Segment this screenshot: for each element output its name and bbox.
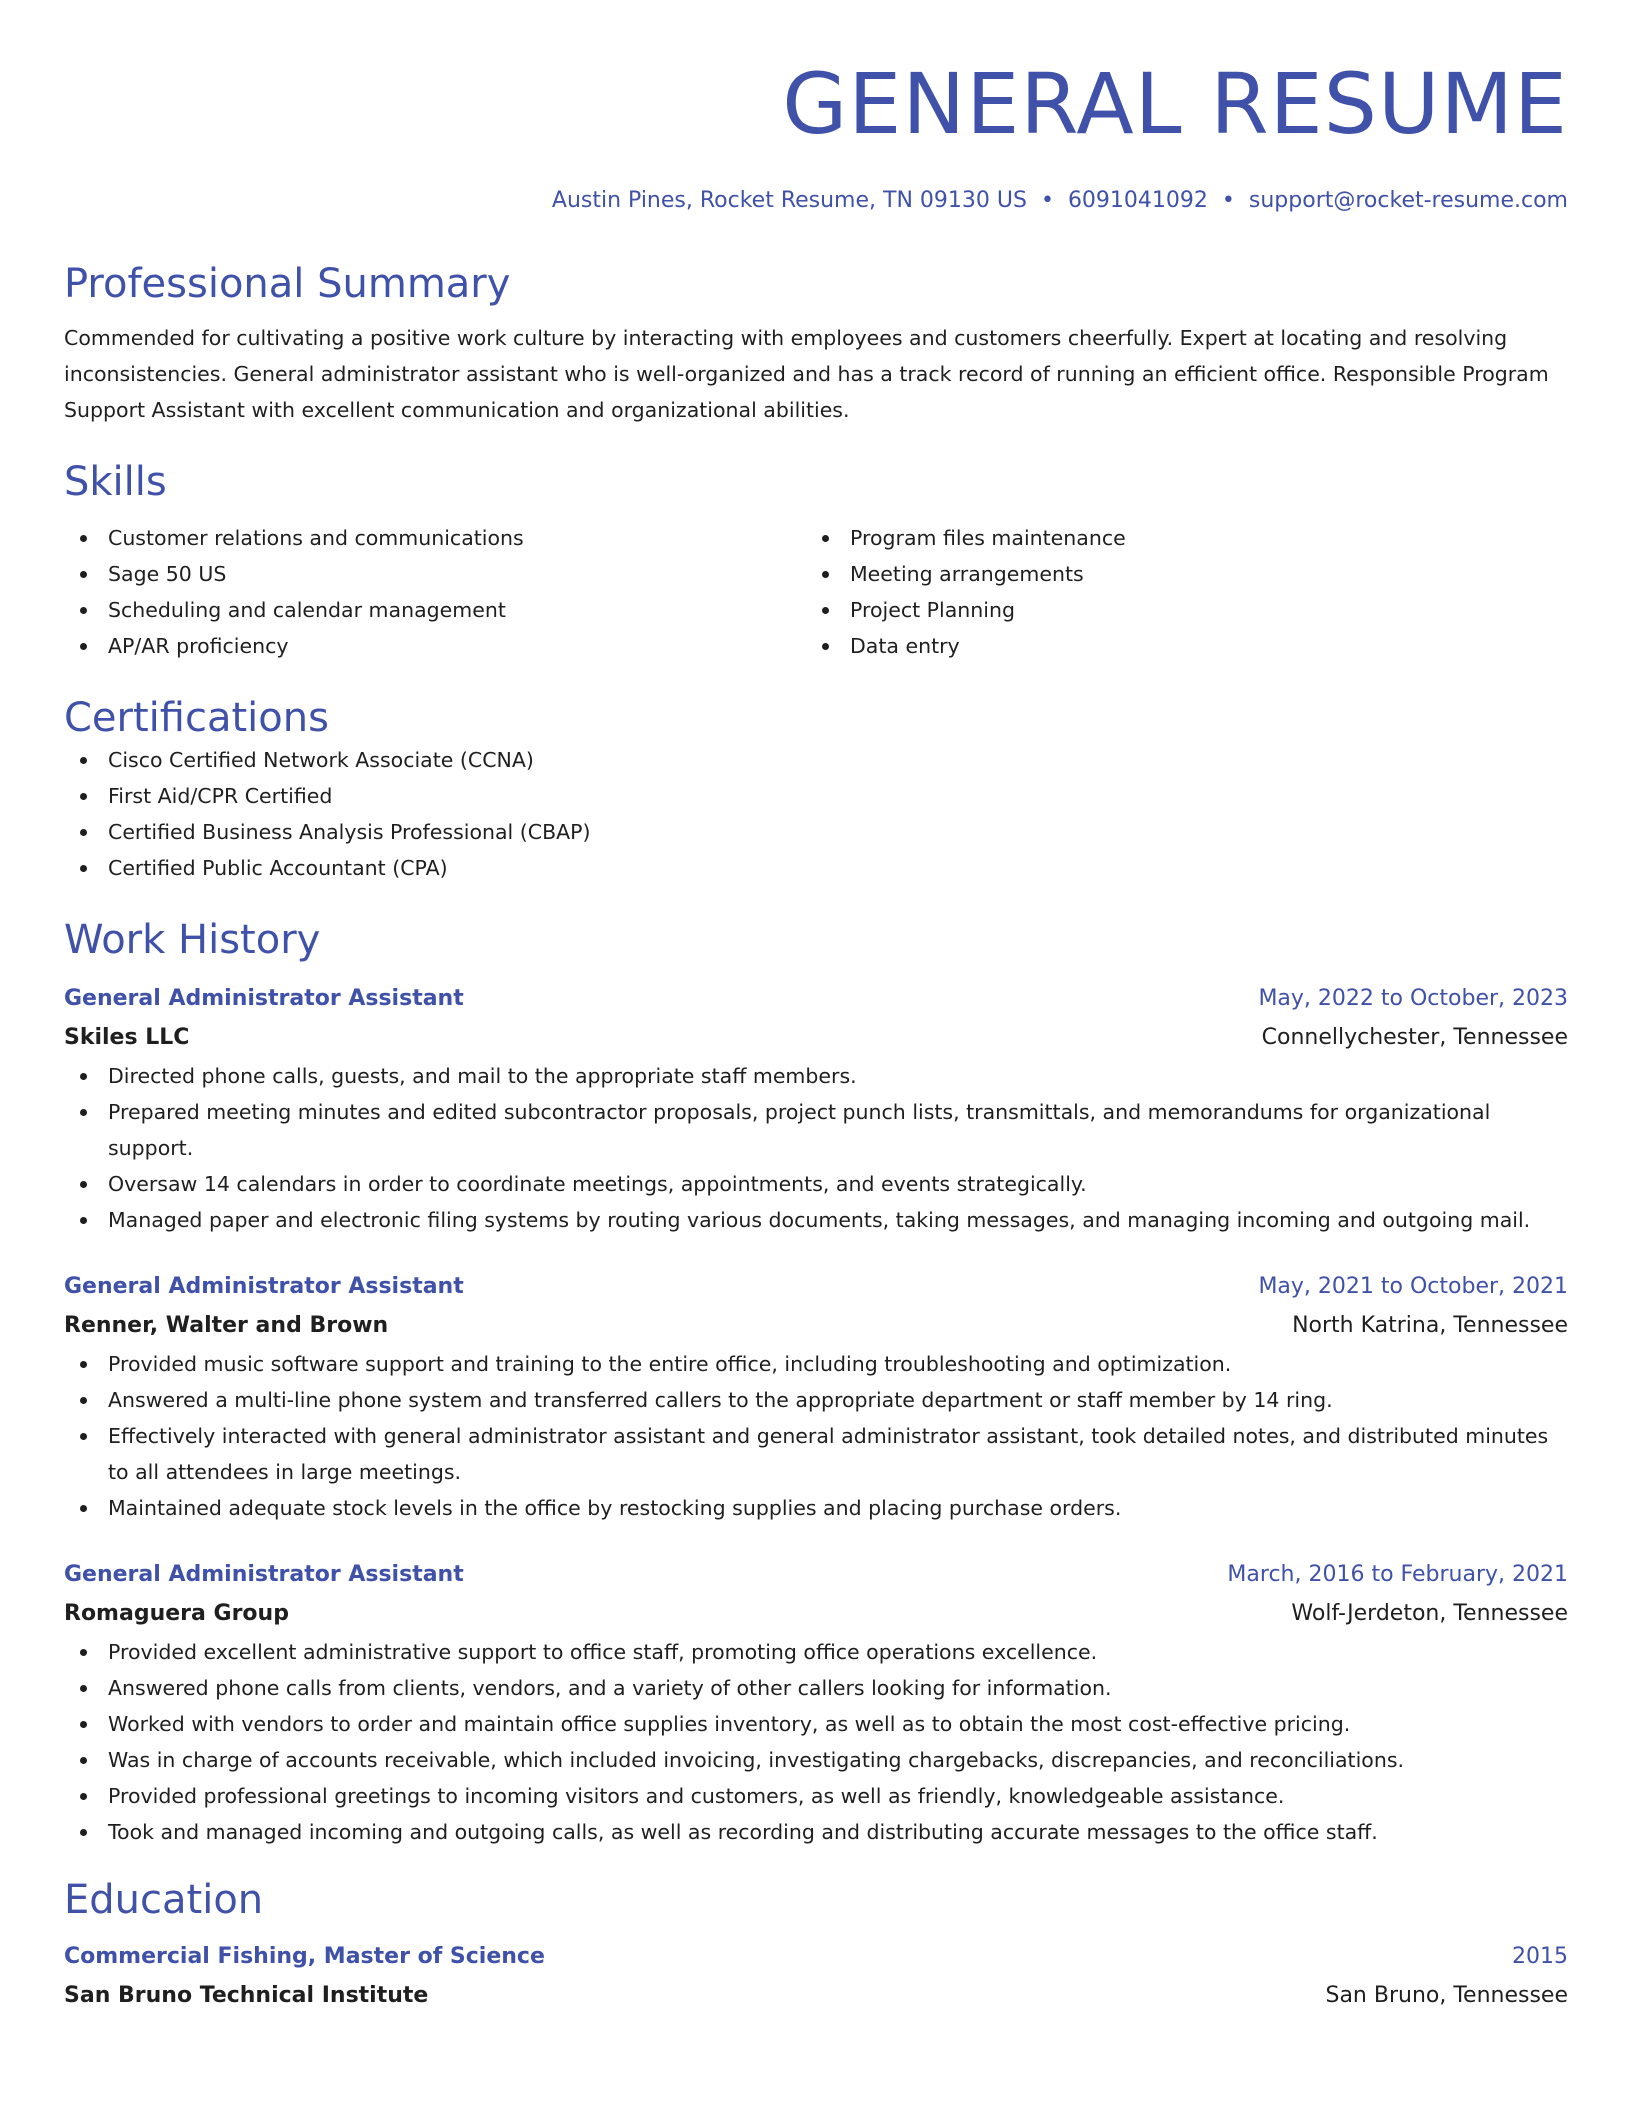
job-bullet-list xyxy=(64,1634,1568,1850)
job-title-row xyxy=(64,1268,1568,1306)
certification-item: Certified Business Analysis Professional (CBAP) xyxy=(64,814,1568,850)
job-company: Skiles LLC xyxy=(64,1025,190,1050)
skills-column-right xyxy=(806,520,1548,664)
job-bullet: Worked with vendors to order and maintain office supplies inventory, as well as to obtain the most cost-effective pricing. xyxy=(64,1706,1568,1742)
skill-item: Project Planning xyxy=(806,592,1548,628)
work-history-list xyxy=(64,980,1568,1850)
contact-line xyxy=(64,186,1568,216)
job-bullet-list xyxy=(64,1346,1568,1526)
skill-item: Scheduling and calendar management xyxy=(64,592,806,628)
skill-item: Program files maintenance xyxy=(806,520,1548,556)
job-bullet: Prepared meeting minutes and edited subcontractor proposals, project punch lists, transmittals, and memorandums for organizational support. xyxy=(64,1094,1568,1166)
job-bullet: Was in charge of accounts receivable, which included invoicing, investigating chargebacks, discrepancies, and reconciliations. xyxy=(64,1742,1568,1778)
contact-separator: • xyxy=(1040,188,1054,213)
job-title: General Administrator Assistant xyxy=(64,1562,464,1587)
job-company: Romaguera Group xyxy=(64,1601,289,1626)
job-bullet: Provided excellent administrative support to office staff, promoting office operations excellence. xyxy=(64,1634,1568,1670)
job-bullet: Effectively interacted with general administrator assistant and general administrator assistant, took detailed notes, and distributed minutes to all attendees in large meetings. xyxy=(64,1418,1568,1490)
skills-columns xyxy=(64,520,1568,664)
skill-item: Meeting arrangements xyxy=(806,556,1548,592)
certification-item: Cisco Certified Network Associate (CCNA) xyxy=(64,742,1568,778)
contact-email: support@rocket-resume.com xyxy=(1248,188,1568,213)
contact-separator: • xyxy=(1221,188,1235,213)
job-location: Wolf-Jerdeton, Tennessee xyxy=(1291,1601,1568,1626)
job-company-row xyxy=(64,1018,1568,1058)
job-title-row xyxy=(64,1556,1568,1594)
skills-list-right xyxy=(806,520,1548,664)
job-bullet: Took and managed incoming and outgoing calls, as well as recording and distributing accurate messages to the office staff. xyxy=(64,1814,1568,1850)
job-entry xyxy=(64,1556,1568,1850)
job-company-row xyxy=(64,1306,1568,1346)
skill-item: Data entry xyxy=(806,628,1548,664)
certifications-heading: Certifications xyxy=(64,695,329,741)
job-dates: May, 2021 to October, 2021 xyxy=(1258,1274,1568,1299)
education-heading: Education xyxy=(64,1877,264,1923)
job-location: Connellychester, Tennessee xyxy=(1261,1025,1568,1050)
job-bullet: Answered phone calls from clients, vendors, and a variety of other callers looking for information. xyxy=(64,1670,1568,1706)
education-degree-row xyxy=(64,1938,1568,1976)
contact-phone: 6091041092 xyxy=(1067,188,1208,213)
education-location: San Bruno, Tennessee xyxy=(1325,1983,1568,2008)
education-degree: Commercial Fishing, Master of Science xyxy=(64,1944,545,1969)
job-bullet: Managed paper and electronic filing systems by routing various documents, taking messages, and managing incoming and outgoing mail. xyxy=(64,1202,1568,1238)
summary-text: Commended for cultivating a positive work culture by interacting with employees and customers cheerfully. Expert at locating and resolving inconsistencies. General administrator assistant who is well-organized and has a track record of running an efficient office. Responsible Program Support Assistant with excellent communication and organizational abilities. xyxy=(64,326,1549,422)
education-school-row xyxy=(64,1976,1568,2016)
job-location: North Katrina, Tennessee xyxy=(1292,1313,1568,1338)
skills-heading: Skills xyxy=(64,459,167,505)
job-bullet: Answered a multi-line phone system and transferred callers to the appropriate department or staff member by 14 ring. xyxy=(64,1382,1568,1418)
certifications-list xyxy=(64,742,1568,886)
job-title: General Administrator Assistant xyxy=(64,1274,464,1299)
skill-item: Sage 50 US xyxy=(64,556,806,592)
job-entry xyxy=(64,980,1568,1238)
education-entry xyxy=(64,1938,1568,2016)
job-dates: March, 2016 to February, 2021 xyxy=(1227,1562,1568,1587)
job-entry xyxy=(64,1268,1568,1526)
education-list xyxy=(64,1938,1568,2016)
summary-heading: Professional Summary xyxy=(64,261,511,307)
job-bullet: Directed phone calls, guests, and mail to the appropriate staff members. xyxy=(64,1058,1568,1094)
work-history-heading: Work History xyxy=(64,917,321,963)
job-company: Renner, Walter and Brown xyxy=(64,1313,389,1338)
job-bullet: Maintained adequate stock levels in the office by restocking supplies and placing purchase orders. xyxy=(64,1490,1568,1526)
job-bullet: Provided professional greetings to incoming visitors and customers, as well as friendly, knowledgeable assistance. xyxy=(64,1778,1568,1814)
education-school: San Bruno Technical Institute xyxy=(64,1983,429,2008)
job-bullet: Provided music software support and training to the entire office, including troubleshooting and optimization. xyxy=(64,1346,1568,1382)
job-title: General Administrator Assistant xyxy=(64,986,464,1011)
resume-name: GENERAL RESUME xyxy=(782,55,1568,153)
job-company-row xyxy=(64,1594,1568,1634)
skills-list-left xyxy=(64,520,806,664)
skill-item: Customer relations and communications xyxy=(64,520,806,556)
certification-item: First Aid/CPR Certified xyxy=(64,778,1568,814)
job-title-row xyxy=(64,980,1568,1018)
job-dates: May, 2022 to October, 2023 xyxy=(1258,986,1568,1011)
skill-item: AP/AR proficiency xyxy=(64,628,806,664)
contact-address: Austin Pines, Rocket Resume, TN 09130 US xyxy=(551,188,1027,213)
job-bullet: Oversaw 14 calendars in order to coordinate meetings, appointments, and events strategically. xyxy=(64,1166,1568,1202)
job-bullet-list xyxy=(64,1058,1568,1238)
certification-item: Certified Public Accountant (CPA) xyxy=(64,850,1568,886)
education-year: 2015 xyxy=(1512,1944,1568,1969)
skills-column-left xyxy=(64,520,806,664)
